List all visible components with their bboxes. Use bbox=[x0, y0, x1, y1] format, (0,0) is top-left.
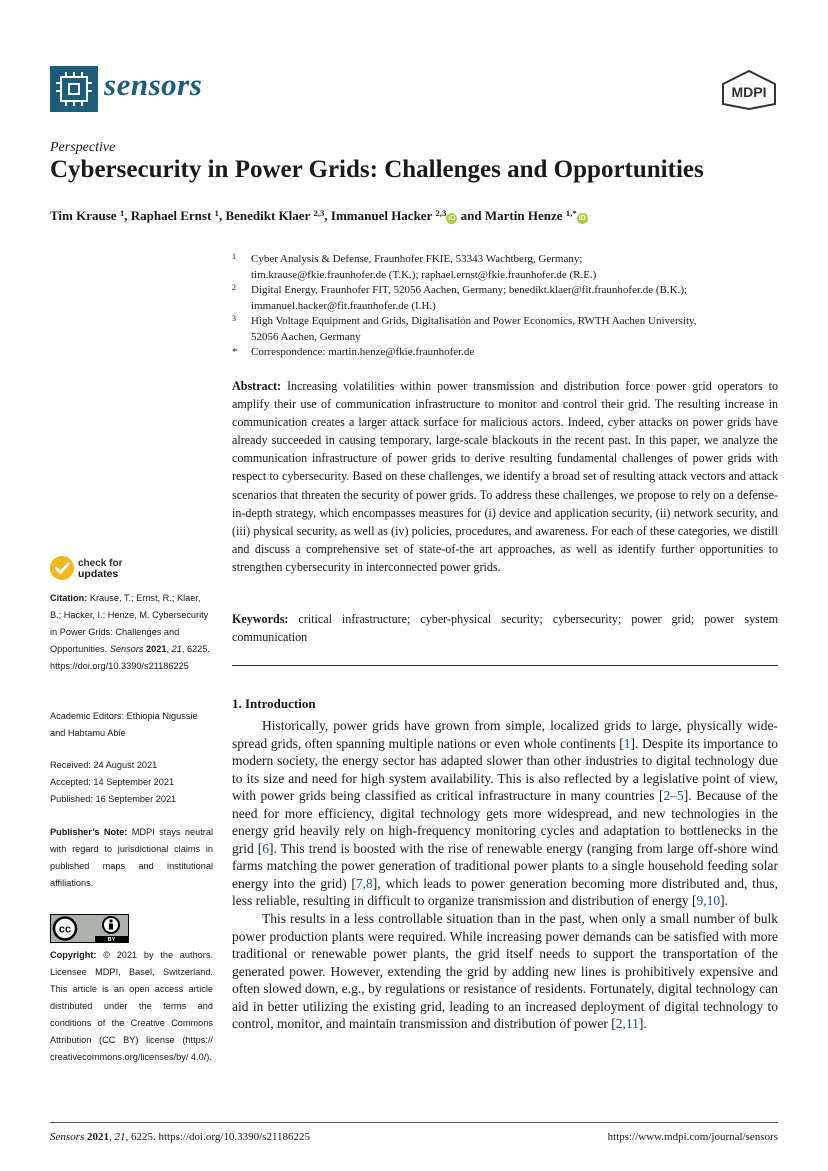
affiliation-mark: 2 bbox=[232, 283, 236, 292]
article-type: Perspective bbox=[50, 140, 116, 155]
academic-editors: Academic Editors: Ethiopia Nigussie and Habtamu Abie bbox=[50, 711, 198, 738]
paragraph-text: ]. Because of the need for more efficiency, digital technology gets more widespread, and new technologies in the energy grid heavily rely on high-frequency monitoring cycles and adaptation to bottlenecks in the grid [ bbox=[232, 788, 778, 856]
author-separator: , bbox=[124, 208, 131, 223]
reference-link[interactable]: 2–5 bbox=[663, 788, 684, 804]
paragraph-1 bbox=[232, 717, 778, 910]
publisher-note bbox=[50, 824, 213, 892]
author-list bbox=[50, 208, 588, 224]
abstract-label: Abstract: bbox=[232, 379, 282, 393]
paragraph-text: Historically, power grids have grown from simple, localized grids to large, physically wide-spread grids, often spanning multiple nations or even whole continents [ bbox=[232, 718, 778, 751]
affiliation-line: tim.krause@fkie.fraunhofer.de (T.K.); raphael.ernst@fkie.fraunhofer.de (R.E.) bbox=[251, 268, 597, 281]
reference-link[interactable]: 6 bbox=[262, 840, 270, 856]
mdpi-logo-text: MDPI bbox=[731, 84, 767, 100]
check-line-2: updates bbox=[78, 568, 119, 580]
paragraph-text: ]. bbox=[638, 1016, 647, 1032]
affiliation-line: Digital Energy, Fraunhofer FIT, 52056 Aachen, Germany; benedikt.klaer@fit.fraunhofer.de (B.K.); bbox=[251, 284, 688, 296]
author-affiliation-marks: 1 bbox=[119, 208, 125, 219]
reference-link[interactable]: 9,10 bbox=[696, 893, 721, 909]
affiliation-line: immanuel.hacker@fit.fraunhofer.de (I.H.) bbox=[251, 299, 436, 312]
copyright-text: © 2021 by the authors. Licensee MDPI, Basel, Switzerland. This article is an open access article distributed under the terms and conditions of the Creative Commons Attribution (CC BY) license (https:// creativecommons.org/licenses/by/ 4.0/). bbox=[50, 950, 213, 1062]
citation-doi[interactable]: , 6225. https://doi.org/10.3390/s21186225 bbox=[50, 644, 210, 671]
publisher-note-text: MDPI stays neutral with regard to jurisdictional claims in published maps and institutional affiliations. bbox=[50, 827, 213, 888]
published-date: Published: 16 September 2021 bbox=[50, 794, 177, 804]
author-separator: , bbox=[218, 208, 226, 223]
abstract-text: Increasing volatilities within power transmission and distribution force power grid operators to amplify their use of communication infrastructure to monitor and control their grid. The resulting increase in communication creates a larger attack surface for malicious actors. Indeed, cyber attacks on power grids have already succeeded in causing temporary, large-scale blackouts in the recent past. In this paper, we analyze the communication infrastructure of power grids to derive resulting fundamental challenges of power grids with respect to cybersecurity. Based on these challenges, we identify a broad set of resulting attack vectors and attack scenarios that threaten the security of power grids. To address these challenges, we propose to rely on a defense-in-depth strategy, which encompasses measures for (i) device and application security, (ii) network security, and (iii) physical security, as well as (iv) policies, procedures, and awareness. For each of these categories, we distill and discuss a comprehensive set of state-of-the art approaches, as well as identify further opportunities to strengthen cybersecurity in interconnected power grids. bbox=[232, 379, 778, 574]
reference-link[interactable]: 7,8 bbox=[355, 875, 373, 891]
author-affiliation-marks: 1,* bbox=[565, 208, 577, 219]
affiliation-item bbox=[232, 314, 782, 345]
author-name[interactable]: Martin Henze bbox=[484, 208, 563, 223]
cc-by-license-icon[interactable] bbox=[50, 914, 129, 943]
introduction-body bbox=[232, 717, 778, 1033]
footer-journal: Sensors bbox=[50, 1131, 85, 1143]
citation-journal: Sensors bbox=[109, 644, 144, 654]
check-for-updates-icon bbox=[50, 556, 74, 580]
author-name[interactable]: Immanuel Hacker bbox=[330, 208, 433, 223]
author-name[interactable]: Benedikt Klaer bbox=[225, 208, 311, 223]
received-date: Received: 24 August 2021 bbox=[50, 760, 158, 770]
section-divider bbox=[232, 665, 778, 666]
affiliation-line: Cyber Analysis & Defense, Fraunhofer FKIE, 53343 Wachtberg, Germany; bbox=[251, 253, 583, 265]
accepted-date: Accepted: 14 September 2021 bbox=[50, 777, 175, 787]
journal-name[interactable]: sensors bbox=[104, 67, 203, 102]
sensors-chip-icon bbox=[50, 66, 98, 112]
check-for-updates-button[interactable] bbox=[50, 556, 170, 584]
affiliation-line: High Voltage Equipment and Grids, Digitalisation and Power Economics, RWTH Aachen University, bbox=[251, 315, 697, 327]
footer-doi[interactable]: , 6225. https://doi.org/10.3390/s21186225 bbox=[125, 1131, 311, 1143]
chip-outline bbox=[60, 76, 88, 102]
paragraph-2 bbox=[232, 910, 778, 1033]
author-affiliation-marks: 1 bbox=[214, 208, 219, 219]
paragraph-text: ]. bbox=[720, 893, 729, 909]
footer-journal-url[interactable]: https://www.mdpi.com/journal/sensors bbox=[607, 1131, 778, 1143]
section-heading: 1. Introduction bbox=[232, 696, 316, 711]
orcid-icon[interactable]: iD bbox=[578, 215, 586, 222]
author-affiliation-marks: 2,3 bbox=[313, 208, 325, 219]
affiliation-item bbox=[232, 345, 782, 361]
affiliation-mark: 3 bbox=[232, 314, 236, 323]
orcid-icon[interactable]: iD bbox=[448, 215, 456, 222]
dates-block bbox=[50, 757, 213, 808]
by-text: BY bbox=[107, 937, 116, 942]
paragraph-text: This results in a less controllable situation than in the past, when only a small number of bulk power production plants were required. While increasing power demands can be satisfied with more traditional or renewable power plants, the grid itself needs to support the transportation of the generated power. However, extending the grid by adding new lines is prohibitively expensive and often slowed down, e.g., by regulations or resistance of residents. Fortunately, digital technology can aid in better utilizing the existing grid, leading to an increased deployment of digital technology to control, monitor, and maintain transmission and distribution of power [ bbox=[232, 911, 778, 1032]
footer-volume: 21 bbox=[114, 1131, 126, 1143]
citation-text: Krause, T.; Ernst, R.; Klaer, B.; Hacker, I.; Henze, M. Cybersecurity in Power Grids: Challenges and Opportunities. bbox=[50, 593, 209, 654]
cc-text: cc bbox=[58, 923, 72, 936]
keywords bbox=[232, 610, 778, 646]
citation-volume: 21 bbox=[171, 644, 182, 654]
check-line-1: check for bbox=[78, 558, 123, 569]
affiliation-line: Correspondence: martin.henze@fkie.fraunhofer.de bbox=[251, 346, 475, 358]
article-title: Cybersecurity in Power Grids: Challenges and Opportunities bbox=[50, 156, 704, 183]
reference-link[interactable]: 1 bbox=[623, 735, 631, 751]
chip-core bbox=[68, 83, 80, 95]
publisher-note-label: Publisher’s Note: bbox=[50, 827, 128, 837]
author-separator: and bbox=[457, 208, 485, 223]
paragraph-text: ]. This trend is boosted with the rise of renewable energy (ranging from large off-shore wind farms matching the power generation of traditional power plants to a single household feeding solar energy into the grid) [ bbox=[232, 840, 778, 891]
footer-year: 2021 bbox=[86, 1131, 109, 1143]
citation-label: Citation: bbox=[50, 593, 88, 603]
affiliation-mark: 1 bbox=[232, 252, 236, 261]
paragraph-text: ], which leads to power generation becoming more distributed and, thus, less reliable, resulting in difficult to organize transmission and distribution of energy [ bbox=[232, 875, 779, 909]
author-separator: , bbox=[324, 208, 331, 223]
citation-block: Citation: Krause, T.; Ernst, R.; Klaer, B.; Hacker, I.; Henze, M. Cybersecurity in Power Grids: Challenges and Opportunities. Sensors 2021, 21, 6225. https://doi.org/10.3390/s21186225 bbox=[50, 593, 210, 671]
author-name[interactable]: Raphael Ernst bbox=[130, 208, 212, 223]
citation-year: 2021 bbox=[146, 644, 167, 654]
copyright-label: Copyright: bbox=[50, 950, 97, 960]
affiliation-item bbox=[232, 252, 782, 283]
mdpi-logo-icon[interactable] bbox=[720, 70, 778, 110]
check-for-updates-label bbox=[78, 558, 122, 580]
affiliation-item bbox=[232, 283, 782, 314]
footer-citation: Sensors 2021, 21, 6225. https://doi.org/10.3390/s21186225 bbox=[50, 1131, 311, 1143]
copyright-notice bbox=[50, 947, 213, 1066]
abstract bbox=[232, 377, 778, 576]
footer-divider bbox=[50, 1122, 778, 1123]
affiliation-mark: * bbox=[232, 346, 238, 358]
keywords-text: critical infrastructure; cyber-physical security; cybersecurity; power grid; power system communication bbox=[232, 612, 778, 645]
author-name[interactable]: Tim Krause bbox=[50, 208, 117, 223]
keywords-label: Keywords: bbox=[232, 612, 289, 626]
affiliations bbox=[232, 252, 782, 361]
reference-link[interactable]: 2,11 bbox=[615, 1016, 639, 1032]
author-affiliation-marks: 2,3 bbox=[435, 208, 447, 219]
paragraph-text: ]. Despite its importance to modern society, the energy sector has adapted slower than other industries to digital technology due to its size and need for high system availability. This is also reflected by a legislative point of view, with power grids being classified as critical infrastructure in many countries [ bbox=[232, 735, 778, 804]
affiliation-line: 52056 Aachen, Germany bbox=[251, 330, 361, 343]
